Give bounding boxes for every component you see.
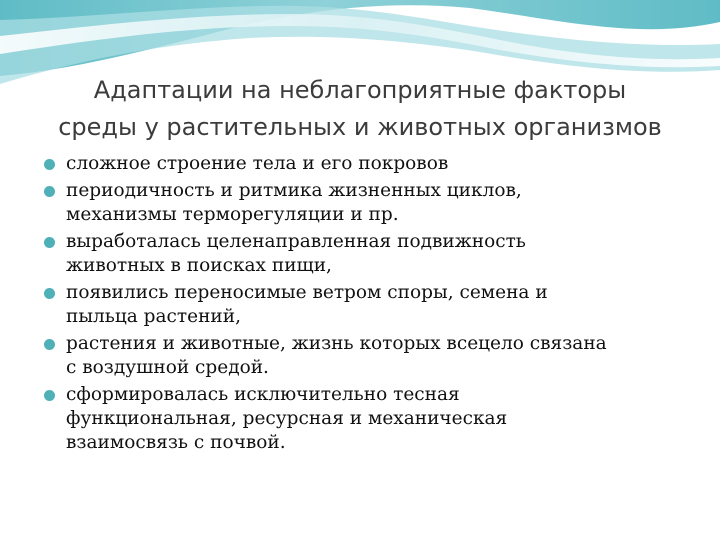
bullet-dot-icon [44, 339, 55, 350]
slide-title-line: Адаптации на неблагоприятные факторы [93, 76, 627, 104]
bullet-line: животных в поисках пищи, [66, 255, 332, 276]
bullet-line: механизмы терморегуляции и пр. [66, 204, 399, 225]
bullet-text [66, 230, 682, 278]
bullet-line: с воздушной средой. [66, 357, 269, 378]
bullet-line: растения и животные, жизнь которых всецело связана [66, 333, 607, 354]
bullet-line: функциональная, ресурсная и механическая [66, 408, 508, 429]
bullet-item [42, 230, 682, 278]
bullet-dot-icon [44, 288, 55, 299]
bullet-text [66, 383, 682, 455]
bullet-line: взаимосвязь с почвой. [66, 432, 286, 453]
bullet-line: появились переносимые ветром споры, семена и [66, 282, 548, 303]
bullet-item [42, 152, 682, 176]
bullet-dot-icon [44, 390, 55, 401]
slide-title-line: среды у растительных и животных организмов [58, 113, 662, 141]
bullet-line: выработалась целенаправленная подвижность [66, 231, 526, 252]
bullet-dot-icon [44, 186, 55, 197]
bullet-line: сложное строение тела и его покровов [66, 153, 449, 174]
bullet-list [42, 152, 682, 458]
bullet-text [66, 152, 682, 176]
bullet-item [42, 383, 682, 455]
bullet-item [42, 281, 682, 329]
bullet-line: пыльца растений, [66, 306, 241, 327]
bullet-text [66, 332, 682, 380]
slide-title [20, 72, 700, 146]
bullet-text [66, 281, 682, 329]
bullet-line: периодичность и ритмика жизненных циклов, [66, 180, 522, 201]
bullet-text [66, 179, 682, 227]
bullet-line: сформировалась исключительно тесная [66, 384, 460, 405]
bullet-item [42, 332, 682, 380]
bullet-dot-icon [44, 159, 55, 170]
bullet-item [42, 179, 682, 227]
bullet-dot-icon [44, 237, 55, 248]
